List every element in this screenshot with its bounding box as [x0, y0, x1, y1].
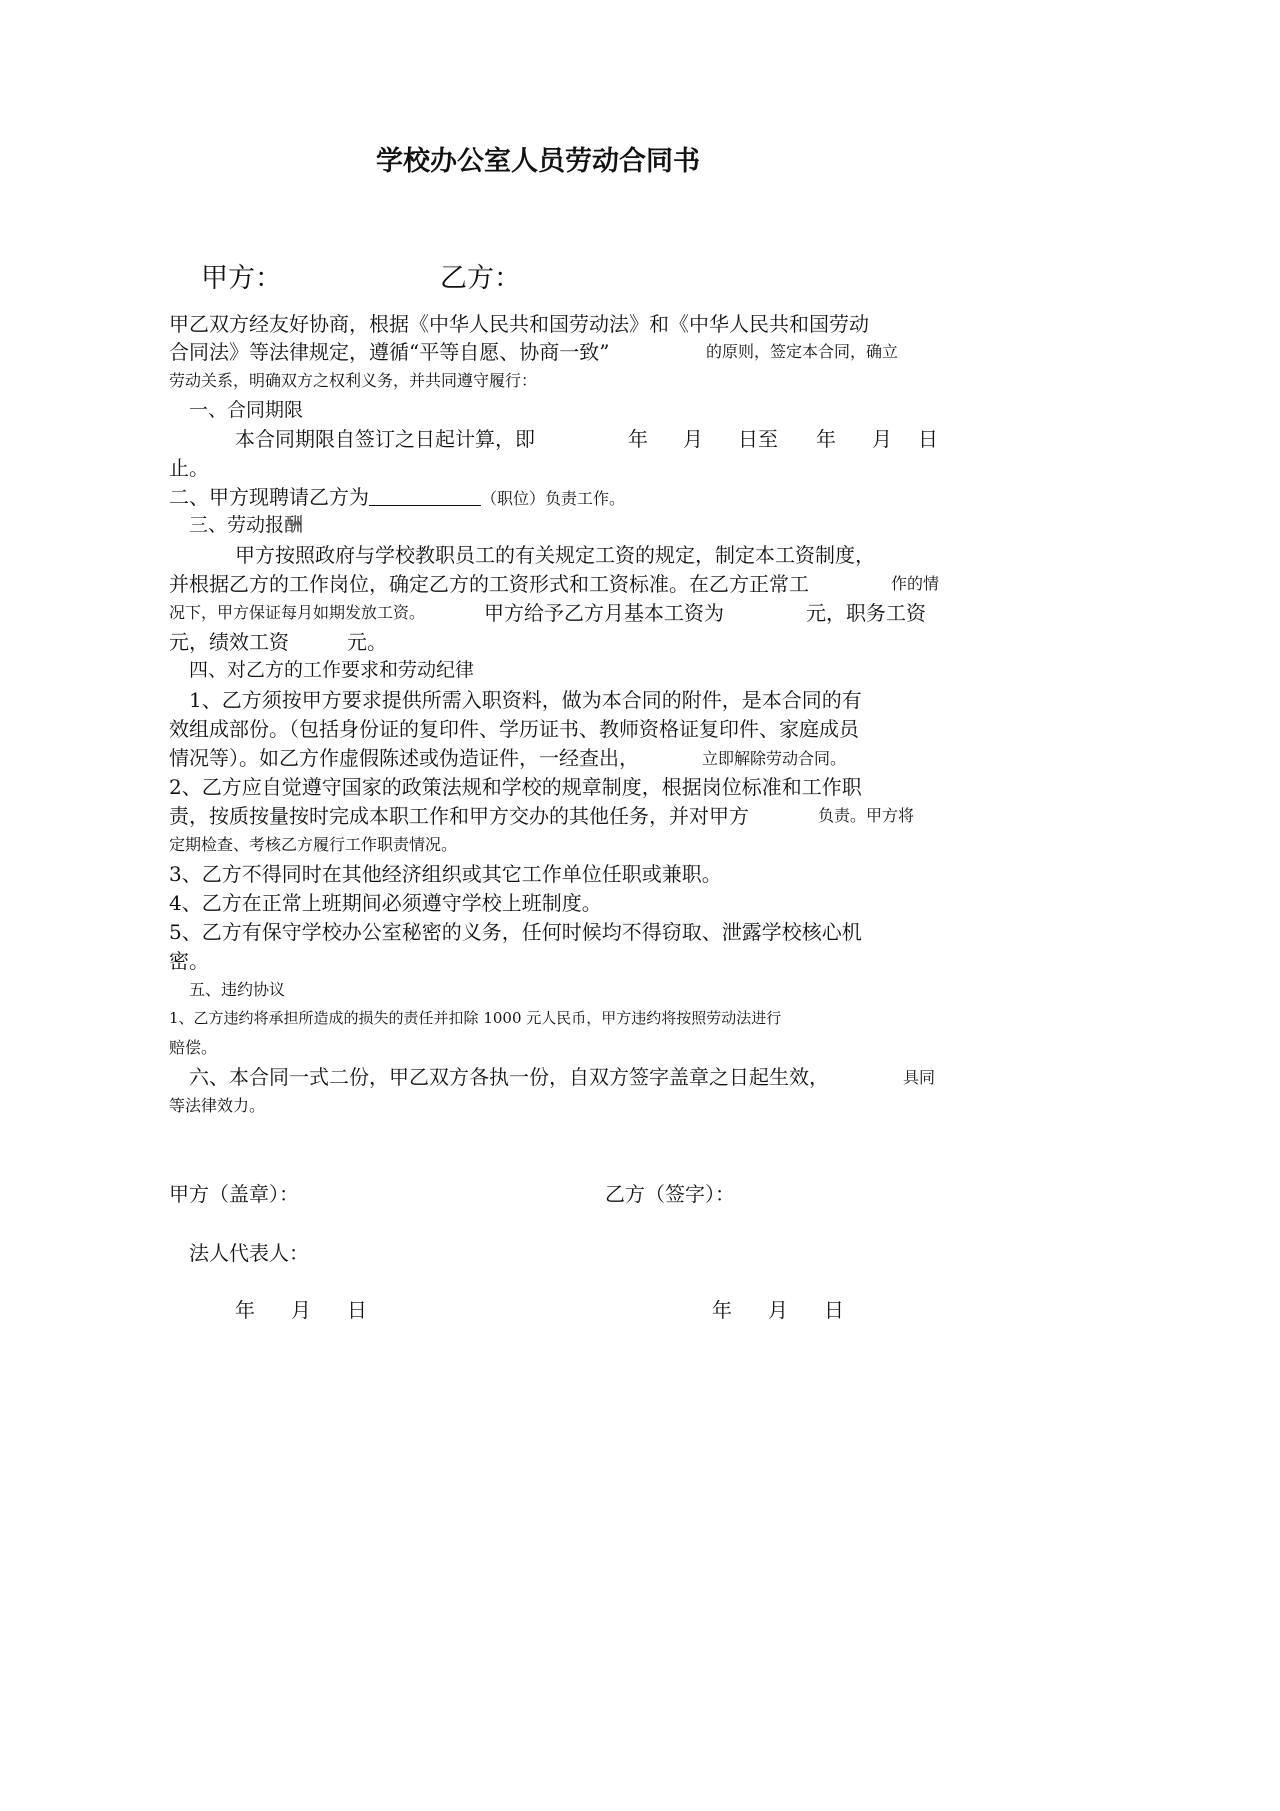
section-3-line-4a: 元，绩效工资 [169, 630, 289, 654]
section-3-line-1: 甲方按照政府与学校教职员工的有关规定工资的规定，制定本工资制度， [235, 543, 875, 567]
date-day-end: 日 [918, 427, 938, 451]
sign-a-day: 日 [347, 1298, 367, 1322]
item-3: 3、乙方不得同时在其他经济组织或其它工作单位任职或兼职。 [169, 862, 722, 886]
item-2-line-3: 定期检查、考核乙方履行工作职责情况。 [169, 835, 458, 854]
section-1-text: 本合同期限自签订之日起计算，即 [235, 427, 535, 451]
intro-line-1: 甲乙双方经友好协商，根据《中华人民共和国劳动法》和《中华人民共和国劳动 [169, 312, 869, 336]
section-6-line-1a: 六、本合同一式二份，甲乙双方各执一份，自双方签字盖章之日起生效， [189, 1065, 829, 1089]
signature-party-a: 甲方（盖章）： [169, 1182, 299, 1206]
sign-b-day: 日 [824, 1298, 844, 1322]
item-2-line-1: 2、乙方应自觉遵守国家的政策法规和学校的规章制度，根据岗位标准和工作职 [169, 775, 862, 799]
section-3-line-2b: 作的情 [891, 574, 940, 593]
sign-a-month: 月 [291, 1298, 311, 1322]
section-1-end: 止。 [169, 456, 209, 480]
party-b-label: 乙方： [440, 263, 521, 294]
item-2-line-2b: 负责。甲方将 [818, 806, 915, 825]
legal-representative: 法人代表人： [189, 1241, 309, 1265]
signature-party-b: 乙方（签字）： [605, 1182, 735, 1206]
section-2-prefix: 二、甲方现聘请乙方为 [169, 485, 369, 509]
date-month-end: 月 [872, 427, 892, 451]
position-blank [369, 487, 481, 506]
intro-line-2a: 合同法》等法律规定，遵循“平等自愿、协商一致” [169, 340, 610, 364]
section-5-line-2: 赔偿。 [169, 1038, 218, 1057]
section-3-line-3c: 元，职务工资 [806, 601, 926, 625]
item-4: 4、乙方在正常上班期间必须遵守学校上班制度。 [169, 891, 602, 915]
intro-line-3: 劳动关系，明确双方之权利义务，并共同遵守履行： [169, 371, 538, 390]
section-3-heading: 三、劳动报酬 [189, 514, 304, 536]
section-3-line-3b: 甲方给予乙方月基本工资为 [484, 601, 724, 625]
date-day-to: 日至 [738, 427, 778, 451]
section-6-line-2: 等法律效力。 [169, 1096, 266, 1115]
party-a-label: 甲方： [201, 263, 282, 294]
sign-b-month: 月 [768, 1298, 788, 1322]
section-3-line-4b: 元。 [347, 630, 387, 654]
section-3-line-2a: 并根据乙方的工作岗位，确定乙方的工资形式和工资标准。在乙方正常工 [169, 572, 809, 596]
document-title: 学校办公室人员劳动合同书 [376, 146, 700, 177]
item-1-line-2: 效组成部份。（包括身份证的复印件、学历证书、教师资格证复印件、家庭成员 [169, 717, 859, 741]
date-month-start: 月 [683, 427, 703, 451]
section-2-suffix: （职位）负责工作。 [481, 489, 626, 508]
section-4-heading: 四、对乙方的工作要求和劳动纪律 [189, 659, 475, 681]
sign-a-year: 年 [235, 1298, 255, 1322]
date-year-end: 年 [816, 427, 836, 451]
section-5-heading: 五、违约协议 [189, 980, 286, 999]
item-1-line-3b: 立即解除劳动合同。 [702, 749, 847, 768]
section-6-line-1b: 具同 [903, 1068, 936, 1087]
sign-b-year: 年 [712, 1298, 732, 1322]
item-5-line-2: 密。 [169, 949, 209, 973]
section-2-line [169, 487, 625, 507]
item-5-line-1: 5、乙方有保守学校办公室秘密的义务，任何时候均不得窃取、泄露学校核心机 [169, 920, 862, 944]
item-1-line-1: 1、乙方须按甲方要求提供所需入职资料，做为本合同的附件，是本合同的有 [189, 688, 862, 712]
intro-line-2b: 的原则，签定本合同，确立 [706, 342, 899, 361]
section-3-line-3a: 况下，甲方保证每月如期发放工资。 [169, 603, 426, 622]
section-1-heading: 一、合同期限 [189, 399, 304, 421]
date-year-start: 年 [628, 427, 648, 451]
section-5-line-1: 1、乙方违约将承担所造成的损失的责任并扣除 1000 元人民币，甲方违约将按照劳动法进行 [169, 1009, 782, 1027]
item-1-line-3a: 情况等）。如乙方作虚假陈述或伪造证件，一经查出， [169, 746, 639, 770]
item-2-line-2a: 责，按质按量按时完成本职工作和甲方交办的其他任务，并对甲方 [169, 804, 749, 828]
